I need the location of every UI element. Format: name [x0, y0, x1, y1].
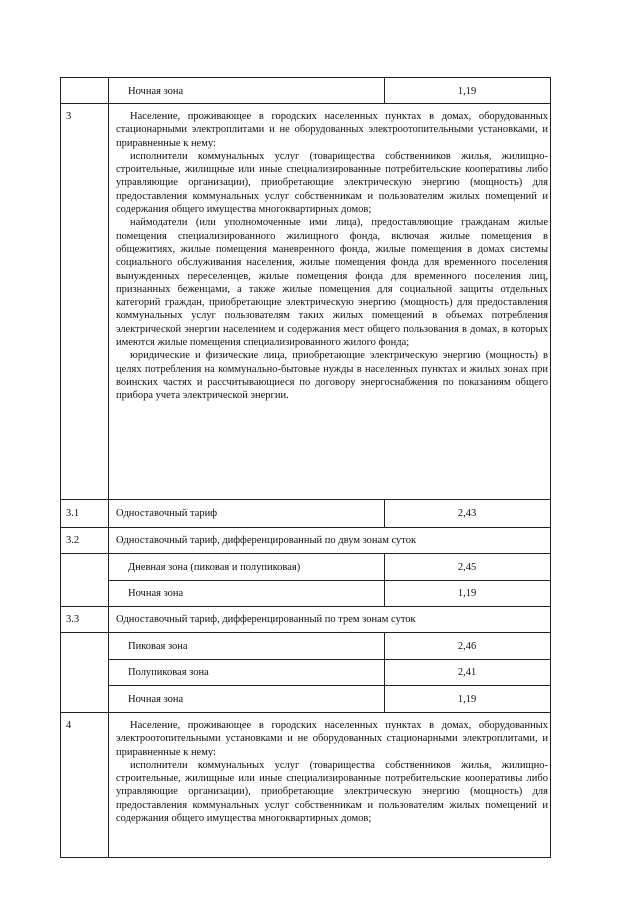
row-label: Одноставочный тариф, дифференцированный по трем зонам суток [116, 614, 416, 625]
row-divider [108, 580, 551, 581]
table-right-border [550, 77, 551, 858]
row-number: 3.1 [66, 508, 80, 519]
paragraph: Население, проживающее в городских населенных пунктах в домах, оборудованных стационарными электроплитами и не оборудованных электроотопительными установками, и приравненные к нему: [116, 111, 548, 149]
table-left-border [60, 77, 61, 858]
row-label: Дневная зона (пиковая и полупиковая) [128, 562, 301, 573]
paragraph: наймодатели (или уполномоченные ими лица), предоставляющие гражданам жилые помещения специализированного жилищного фонда, включая жилые помещения в общежитиях, жилые помещения маневренного фонда, жилые помещения в домах системы социального обслуживания населения, жилые помещения фонда для временного поселения вынужденных переселенцев, жилые помещения фонда для временного поселения лиц, признанных беженцами, а также жилые помещения для социальной защиты отдельных категорий граждан, приобретающие электрическую энергию (мощность) для предоставления коммунальных услуг пользователям таких жилых помещений в объемах потребления электрической энергии населением и содержания мест общего пользования в домах, в которых имеются жилые помещения специализированного жилого фонда; [116, 217, 548, 349]
paragraph: исполнители коммунальных услуг (товарищества собственников жилья, жилищно-строительные, жилищные или иные специализированные потребительские кооперативы либо управляющие организации), приобретающие электрическую энергию (мощность) для предоставления коммунальных услуг собственникам и пользователям жилых помещений и содержания общего имущества многоквартирных домов; [116, 150, 548, 216]
row-value: 1,19 [457, 694, 477, 705]
paragraph: Население, проживающее в городских населенных пунктах в домах, оборудованных электроотопительными установками и не оборудованных стационарными электроплитами, и приравненные к нему: [116, 720, 548, 758]
table-top-border [60, 77, 551, 78]
paragraph: исполнители коммунальных услуг (товарищества собственников жилья, жилищно-строительные, жилищные или иные специализированные потребительские кооперативы либо управляющие организации), приобретающие электрическую энергию (мощность) для предоставления коммунальных услуг собственникам и пользователям жилых помещений и содержания общего имущества многоквартирных домов; [116, 759, 548, 825]
row-label: Ночная зона [128, 694, 184, 705]
row-divider [60, 606, 551, 607]
row-label: Одноставочный тариф [116, 508, 218, 519]
row-number: 4 [66, 720, 72, 731]
row-number: 3 [66, 111, 72, 122]
row-value: 2,41 [457, 667, 477, 678]
row-divider [108, 659, 551, 660]
row-divider [60, 553, 551, 554]
table-bottom-border [60, 857, 551, 858]
row-value: 1,19 [457, 86, 477, 97]
row-label: Ночная зона [128, 86, 184, 97]
row-divider [60, 632, 551, 633]
row-divider [60, 712, 551, 713]
row-number: 3.2 [66, 535, 80, 546]
row-divider [60, 527, 551, 528]
row-label: Ночная зона [128, 588, 184, 599]
row-value: 2,43 [457, 508, 477, 519]
column-divider [108, 77, 109, 858]
row-divider [108, 685, 551, 686]
row-value: 2,45 [457, 562, 477, 573]
row-label: Пиковая зона [128, 641, 188, 652]
row-divider [60, 499, 551, 500]
row-divider [60, 103, 551, 104]
row-value: 1,19 [457, 588, 477, 599]
row-number: 3.3 [66, 614, 80, 625]
row-label: Одноставочный тариф, дифференцированный по двум зонам суток [116, 535, 417, 546]
row-label: Полупиковая зона [128, 667, 209, 678]
row-value: 2,46 [457, 641, 477, 652]
row-description [116, 719, 548, 825]
paragraph: юридические и физические лица, приобретающие электрическую энергию (мощность) в целях потребления на коммунально-бытовые нужды в населенных пунктах и жилых зонах при воинских частях и рассчитывающиеся по договору энергоснабжения по показаниям общего прибора учета электрической энергии. [116, 350, 548, 402]
row-description [116, 110, 548, 403]
